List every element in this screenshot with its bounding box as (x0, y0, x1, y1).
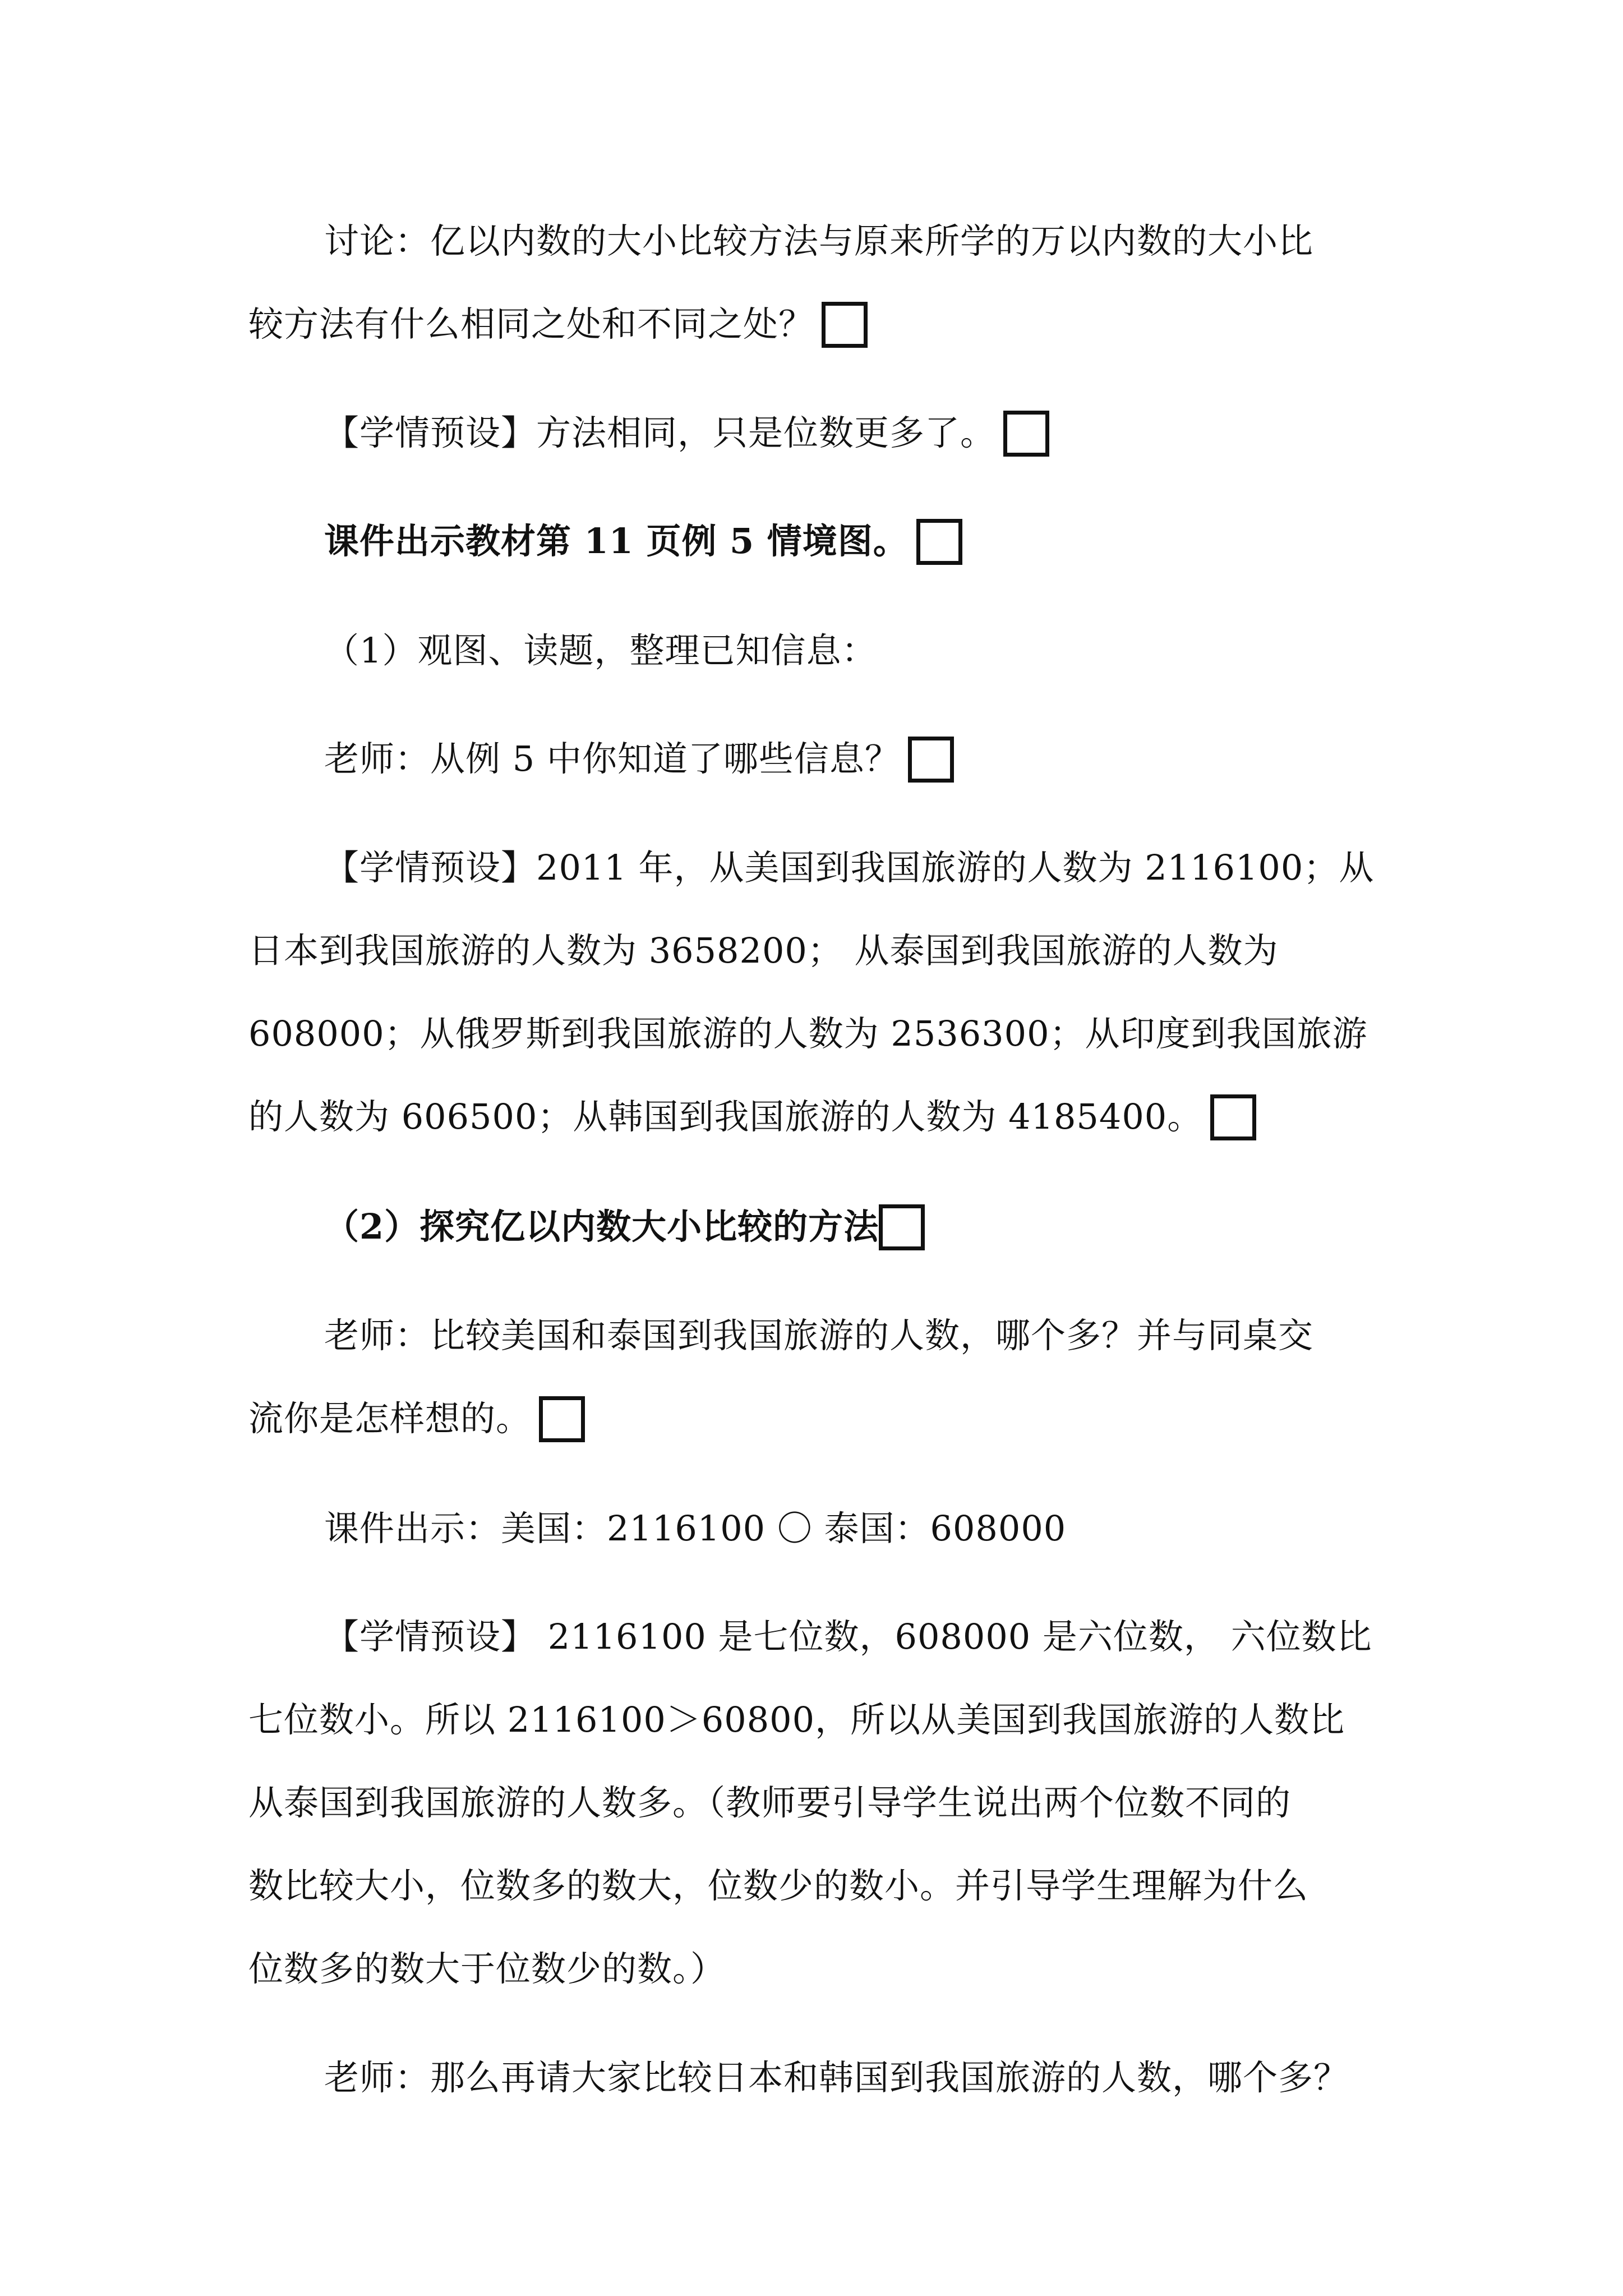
line-text: 老师：比较美国和泰国到我国旅游的人数，哪个多？并与同桌交 (324, 1315, 1314, 1356)
paragraph-line (248, 1089, 1387, 1145)
paragraph-line (324, 840, 1387, 896)
line-text: 讨论：亿以内数的大小比较方法与原来所学的万以内数的大小比 (324, 220, 1314, 261)
line-text: 从泰国到我国旅游的人数多。（教师要引导学生说出两个位数不同的 (248, 1782, 1292, 1823)
paragraph-line (248, 1692, 1387, 1748)
section-heading (324, 513, 1387, 569)
line-text: （1）观图、读题，整理已知信息： (324, 630, 877, 671)
paragraph-line (324, 1501, 1387, 1557)
paragraph-line (248, 1941, 1387, 1997)
paragraph-line (324, 2050, 1387, 2106)
line-text: 日本到我国旅游的人数为 3658200； 从泰国到我国旅游的人数为 (248, 930, 1279, 971)
line-text: 课件出示：美国：2116100 〇 泰国：608000 (324, 1508, 1067, 1549)
paragraph-line (324, 213, 1387, 269)
paragraph-line (248, 1391, 1387, 1447)
line-text: 的人数为 606500；从韩国到我国旅游的人数为 4185400。 (248, 1096, 1203, 1137)
line-text: 七位数小。所以 2116100＞60800，所以从美国到我国旅游的人数比 (248, 1699, 1345, 1740)
paragraph-line (248, 1775, 1387, 1831)
line-text: 较方法有什么相同之处和不同之处？ (248, 303, 814, 344)
paragraph-line (324, 1308, 1387, 1364)
checkbox-icon[interactable] (1003, 411, 1049, 457)
paragraph-line (324, 1609, 1387, 1665)
line-text: 流你是怎样想的。 (248, 1398, 532, 1439)
paragraph-line (248, 1006, 1387, 1062)
paragraph-line (324, 731, 1387, 787)
line-text: 数比较大小，位数多的数大，位数少的数小。并引导学生理解为什么 (248, 1865, 1309, 1906)
paragraph-line (324, 405, 1387, 461)
paragraph-line (324, 623, 1387, 679)
paragraph-line (248, 296, 1387, 352)
checkbox-icon[interactable] (916, 519, 962, 565)
checkbox-icon[interactable] (908, 737, 954, 783)
line-text: 课件出示教材第 11 页例 5 情境图。 (324, 521, 909, 562)
paragraph-line (248, 1858, 1387, 1914)
line-text: 【学情预设】2011 年，从美国到我国旅游的人数为 2116100；从 (324, 847, 1375, 888)
line-text: 位数多的数大于位数少的数。） (248, 1948, 726, 1989)
line-text: 【学情预设】方法相同，只是位数更多了。 (324, 412, 996, 453)
section-heading (324, 1199, 1387, 1255)
checkbox-icon[interactable] (822, 302, 868, 348)
line-text: 608000；从俄罗斯到我国旅游的人数为 2536300；从印度到我国旅游 (248, 1013, 1368, 1054)
checkbox-icon[interactable] (1210, 1094, 1256, 1140)
paragraph-line (248, 923, 1387, 979)
line-text: （2）探究亿以内数大小比较的方法 (324, 1206, 879, 1247)
checkbox-icon[interactable] (539, 1396, 585, 1442)
line-text: 【学情预设】 2116100 是七位数，608000 是六位数， 六位数比 (324, 1616, 1372, 1657)
line-text: 老师：那么再请大家比较日本和韩国到我国旅游的人数，哪个多？ (324, 2057, 1349, 2098)
line-text: 老师：从例 5 中你知道了哪些信息？ (324, 738, 900, 779)
checkbox-icon[interactable] (879, 1204, 925, 1250)
